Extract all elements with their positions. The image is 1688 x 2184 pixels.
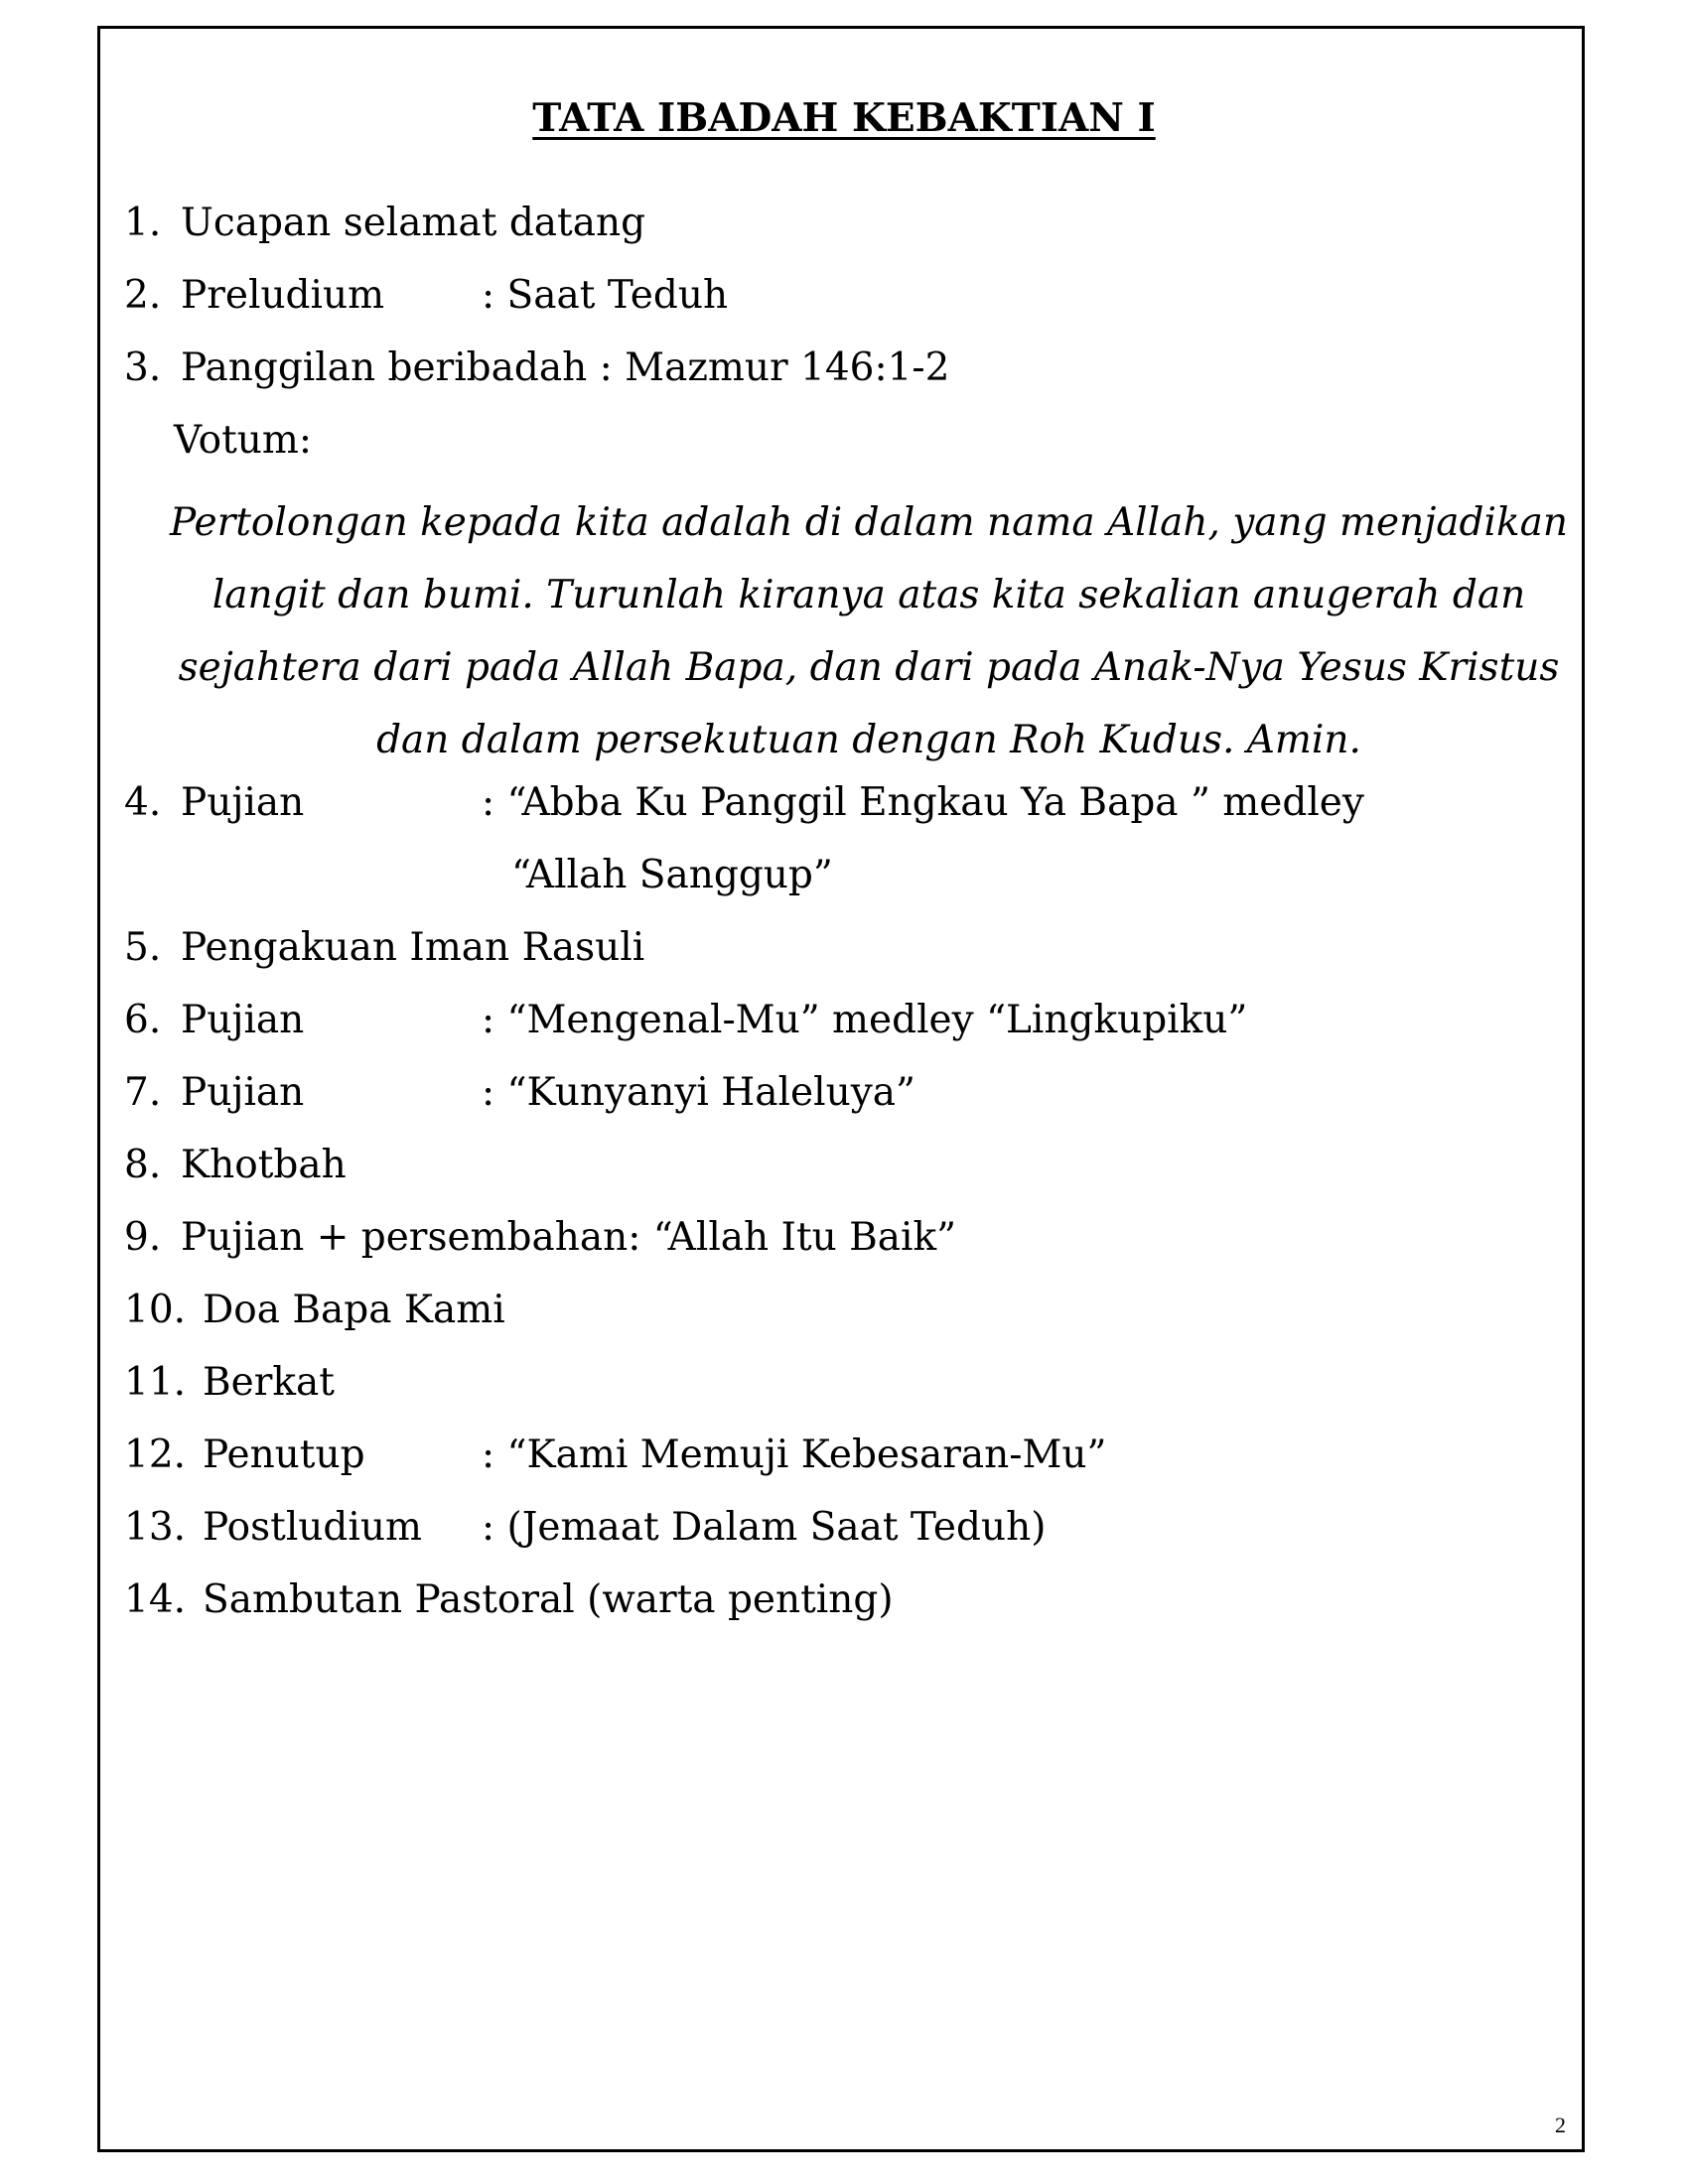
item-label: Ucapan selamat datang: [181, 201, 646, 245]
item-value: : “Abba Ku Panggil Engkau Ya Bapa ” medley: [482, 780, 1364, 825]
item-number: 13.: [124, 1505, 187, 1550]
item-value: : Saat Teduh: [482, 273, 729, 318]
document-title: TATA IBADAH KEBAKTIAN I: [532, 95, 1156, 141]
item-number: 3.: [124, 345, 162, 390]
item-number: 9.: [124, 1215, 162, 1260]
item-number: 10.: [124, 1288, 187, 1332]
item-number: 14.: [124, 1577, 187, 1622]
item-label: Khotbah: [181, 1143, 347, 1187]
item-number: 4.: [124, 780, 162, 825]
page-number: 2: [1555, 2113, 1566, 2137]
item-label: Pujian + persembahan: “Allah Itu Baik”: [181, 1215, 957, 1260]
votum-text: Pertolongan kepada kita adalah di dalam nama Allah, yang menjadikan langit dan bumi. Turunlah kiranya atas kita sekalian anugerah dan sejahtera dari pada Allah Bapa, dan dari pada Anak-Nya Yesus Kristus dan dalam persekutuan dengan Roh Kudus. Amin.: [170, 500, 1568, 762]
item-number: 11.: [124, 1360, 187, 1405]
item-label: Pengakuan Iman Rasuli: [181, 925, 645, 970]
item-value: : “Kunyanyi Haleluya”: [482, 1070, 915, 1115]
item-label: Berkat: [203, 1360, 335, 1405]
item-label: Pujian: [181, 780, 305, 825]
item-value: : “Mengenal-Mu” medley “Lingkupiku”: [482, 998, 1248, 1042]
item-number: 8.: [124, 1143, 162, 1187]
item-label: Preludium: [181, 273, 385, 318]
item-label: Penutup: [203, 1433, 365, 1477]
item-value: : (Jemaat Dalam Saat Teduh): [482, 1505, 1047, 1550]
item-number: 7.: [124, 1070, 162, 1115]
item-label: Panggilan beribadah : Mazmur 146:1-2: [181, 345, 950, 390]
item-number: 2.: [124, 273, 162, 318]
item-label: Pujian: [181, 1070, 305, 1115]
item-label: Postludium: [203, 1505, 422, 1550]
item-number: 6.: [124, 998, 162, 1042]
item-value: : “Kami Memuji Kebesaran-Mu”: [482, 1433, 1107, 1477]
item-label: Sambutan Pastoral (warta penting): [203, 1577, 894, 1622]
votum-label: Votum:: [174, 418, 312, 463]
item-label: Doa Bapa Kami: [203, 1288, 505, 1332]
item-value: “Allah Sanggup”: [511, 853, 833, 897]
item-label: Pujian: [181, 998, 305, 1042]
item-number: 5.: [124, 925, 162, 970]
item-number: 1.: [124, 201, 162, 245]
item-number: 12.: [124, 1433, 187, 1477]
